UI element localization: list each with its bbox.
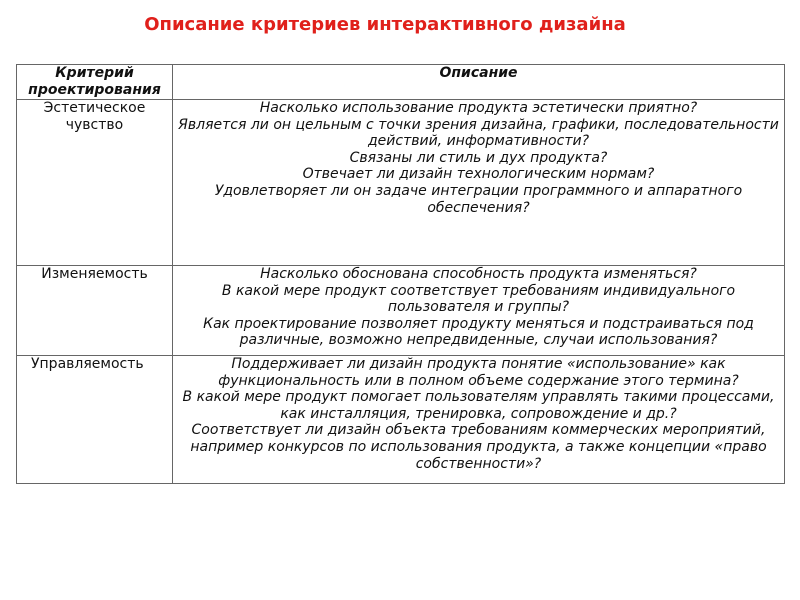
header-description: Описание [173,65,785,100]
description-line: Является ли он цельным с точки зрения дизайна, графики, последовательности действий, информативности? [178,116,779,150]
slide-title: Описание критериев интерактивного дизайна [144,14,626,35]
criterion-cell: Управляемость [17,356,173,484]
description-line: Отвечает ли дизайн технологическим нормам? [302,166,655,183]
description-cell [173,356,785,484]
description-line: Насколько использование продукта эстетически приятно? [259,100,698,116]
description-cell [173,266,785,356]
description-line: Удовлетворяет ли он задаче интеграции программного и аппаратного обеспечения? [214,182,743,216]
description-line: Связаны ли стиль и дух продукта? [349,149,608,166]
description-line: В какой мере продукт помогает пользователям управлять такими процессами, как инсталляция, тренировка, сопровождение и др.? [182,389,775,422]
table-row [17,266,785,356]
table-row [17,356,785,484]
description-line: Поддерживает ли дизайн продукта понятие «использование» как функциональность или в полном объеме содержание этого термина? [218,356,739,389]
description-line: В какой мере продукт соответствует требованиям индивидуального пользователя и группы? [221,282,736,316]
description-line: Соответствует ли дизайн объекта требованиям коммерческих мероприятий, например конкурсов по использования продукта, а также концепции «право собственности»? [190,422,767,472]
header-criterion: Критерий проектирования [17,65,173,100]
criterion-cell: Эстетическое чувство [17,100,173,266]
description-cell [173,100,785,266]
description-line: Насколько обоснована способность продукта изменяться? [260,266,697,282]
description-line: Как проектирование позволяет продукту меняться и подстраиваться под различные, возможно непредвиденные, случаи использования? [203,315,754,349]
table-row [17,100,785,266]
criterion-cell: Изменяемость [17,266,173,356]
criteria-table [16,64,785,484]
table-header-row [17,65,785,100]
